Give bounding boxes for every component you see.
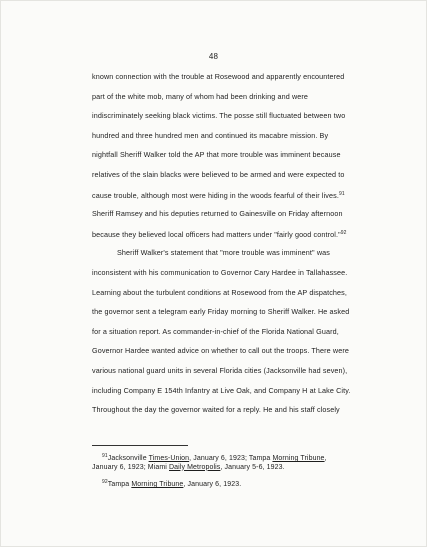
body-line-text: indiscriminately seeking black victims. The posse still fluctuated between two bbox=[92, 111, 346, 121]
body-line-text: because they believed local officers had matters under "fairly good control." bbox=[92, 229, 341, 239]
body-line bbox=[92, 288, 347, 297]
footnote-text: , January 6, 1923; Tampa bbox=[189, 455, 273, 462]
footnote-title: Morning Tribune bbox=[131, 481, 184, 488]
footnote-title: Times-Union bbox=[148, 455, 190, 462]
body-line-text: relatives of the slain blacks were believed to be armed and were expected to bbox=[92, 170, 345, 179]
footnote-text: , January 5-6, 1923. bbox=[220, 463, 285, 471]
body-line bbox=[92, 170, 344, 179]
body-line bbox=[92, 346, 349, 355]
body-line-text: for a situation report. As commander-in-chief of the Florida National Guard, bbox=[92, 326, 339, 336]
body-line bbox=[92, 268, 347, 277]
body-line-text: cause trouble, although most were hiding in the woods fearful of their lives. bbox=[92, 190, 339, 200]
footnote bbox=[92, 452, 327, 472]
body-line bbox=[92, 150, 341, 159]
footnote-text: Jacksonville bbox=[107, 455, 149, 462]
body-line-text: hundred and three hundred men and continued its macabre mission. By bbox=[92, 130, 329, 140]
body-line-text: Sheriff Ramsey and his deputies returned to Gainesville on Friday afternoon bbox=[92, 209, 343, 219]
body-line bbox=[117, 248, 330, 257]
footnote-text: Tampa bbox=[107, 481, 132, 488]
body-line-text: Governor Hardee wanted advice on whether to call out the troops. There were bbox=[92, 346, 349, 356]
body-line-text: Learning about the turbulent conditions at Rosewood from the AP dispatches, bbox=[92, 287, 347, 297]
footnote-text: , January 6, 1923. bbox=[183, 481, 242, 488]
footnote bbox=[92, 478, 241, 490]
body-line-text: Throughout the day the governor waited for a reply. He and his staff closely bbox=[92, 405, 340, 415]
footnote-number: 92 bbox=[102, 479, 108, 485]
body-line-text: Sheriff Walker's statement that "more trouble was imminent" was bbox=[117, 248, 330, 258]
footnote-ref: 92 bbox=[340, 229, 347, 236]
body-line bbox=[92, 386, 351, 395]
footnote-number: 91 bbox=[102, 453, 108, 459]
body-line bbox=[92, 327, 339, 336]
footnote-title: Daily Metropolis bbox=[169, 463, 221, 471]
footnote-title: Morning Tribune bbox=[272, 455, 325, 462]
footnote-text: January 6, 1923; Miami bbox=[92, 463, 170, 471]
body-line-text: part of the white mob, many of whom had been drinking and were bbox=[92, 91, 308, 101]
body-line bbox=[92, 72, 344, 81]
body-line bbox=[92, 405, 340, 414]
footnote-text: , bbox=[324, 455, 327, 462]
body-line-text: inconsistent with his communication to Governor Cary Hardee in Tallahassee. bbox=[92, 268, 348, 277]
body-line-text: including Company E 154th Infantry at Live Oak, and Company H at Lake City. bbox=[92, 385, 351, 395]
body-line bbox=[92, 366, 347, 375]
body-line bbox=[92, 307, 349, 316]
footnote-ref: 91 bbox=[338, 190, 345, 197]
body-line-text: known connection with the trouble at Rosewood and apparently encountered bbox=[92, 72, 345, 81]
body-line bbox=[92, 111, 345, 120]
body-line bbox=[92, 92, 308, 101]
body-line bbox=[92, 190, 345, 200]
body-line bbox=[92, 209, 343, 218]
page-number: 48 bbox=[208, 52, 219, 61]
footnote-rule bbox=[92, 445, 188, 446]
body-line-text: nightfall Sheriff Walker told the AP that more trouble was imminent because bbox=[92, 150, 341, 160]
body-line-text: the governor sent a telegram early Friday morning to Sheriff Walker. He asked bbox=[92, 307, 350, 317]
body-line bbox=[92, 131, 328, 140]
body-line-text: various national guard units in several Florida cities (Jacksonville had seven), bbox=[92, 366, 348, 375]
body-line bbox=[92, 229, 347, 239]
